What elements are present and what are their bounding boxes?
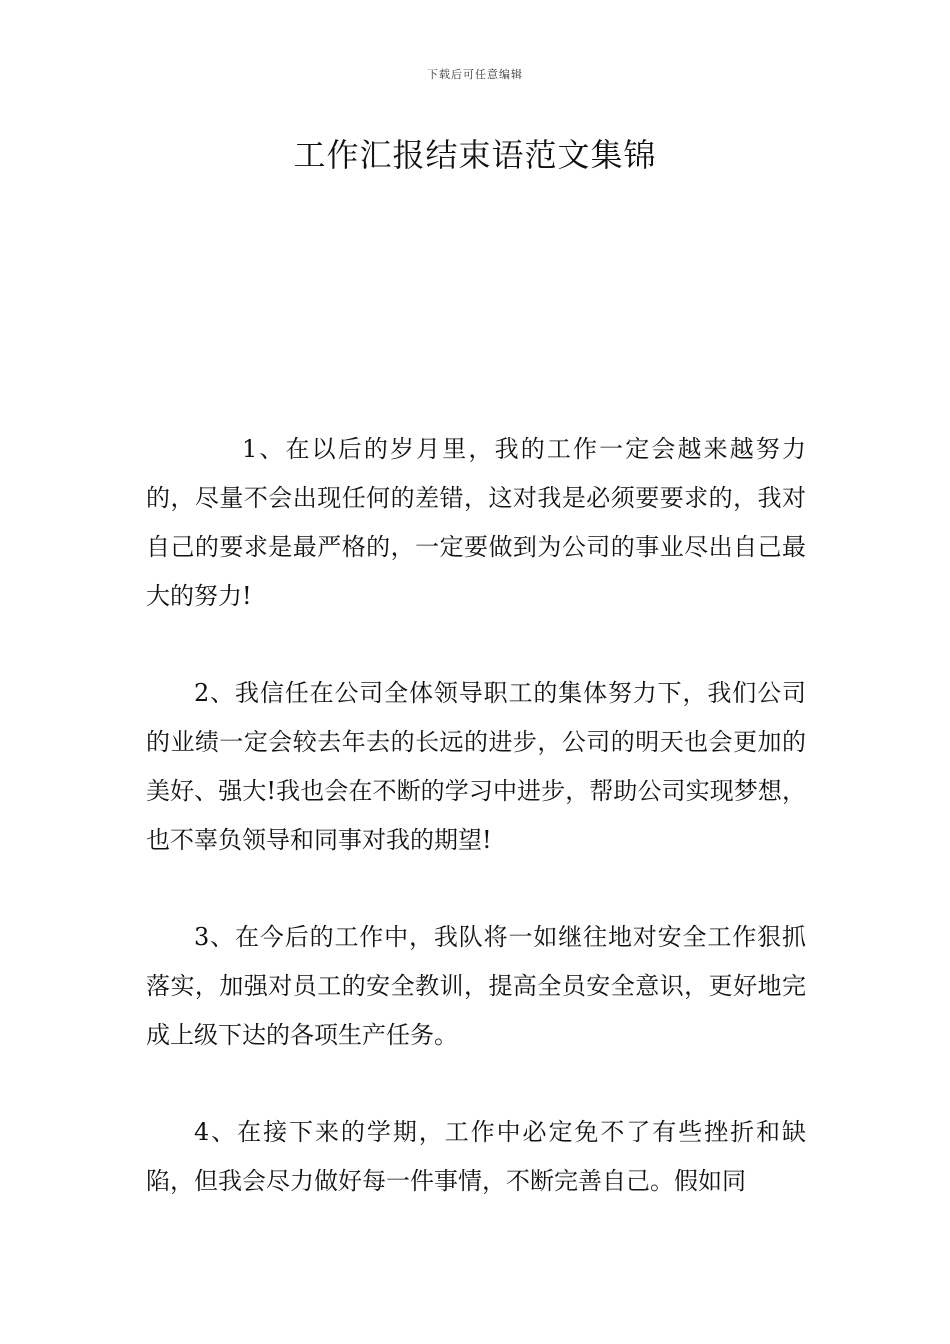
paragraph-3: 3、在今后的工作中，我队将一如继往地对安全工作狠抓落实，加强对员工的安全教训，提高全员安全意识，更好地完成上级下达的各项生产任务。 — [146, 923, 806, 1049]
header-note: 下载后可任意编辑 — [427, 68, 523, 81]
paragraph-4: 4、在接下来的学期，工作中必定免不了有些挫折和缺陷，但我会尽力做好每一件事情，不断完善自己。假如同 — [146, 1118, 806, 1195]
document-body — [146, 425, 806, 1254]
paragraph-2: 2、我信任在公司全体领导职工的集体努力下，我们公司的业绩一定会较去年去的长远的进步，公司的明天也会更加的美好、强大!我也会在不断的学习中进步，帮助公司实现梦想，也不辜负领导和同事对我的期望! — [146, 679, 806, 854]
paragraph-1: 1、在以后的岁月里，我的工作一定会越来越努力的，尽量不会出现任何的差错，这对我是必须要要求的，我对自己的要求是最严格的，一定要做到为公司的事业尽出自己最大的努力! — [146, 435, 806, 610]
document-title: 工作汇报结束语范文集锦 — [293, 136, 657, 174]
